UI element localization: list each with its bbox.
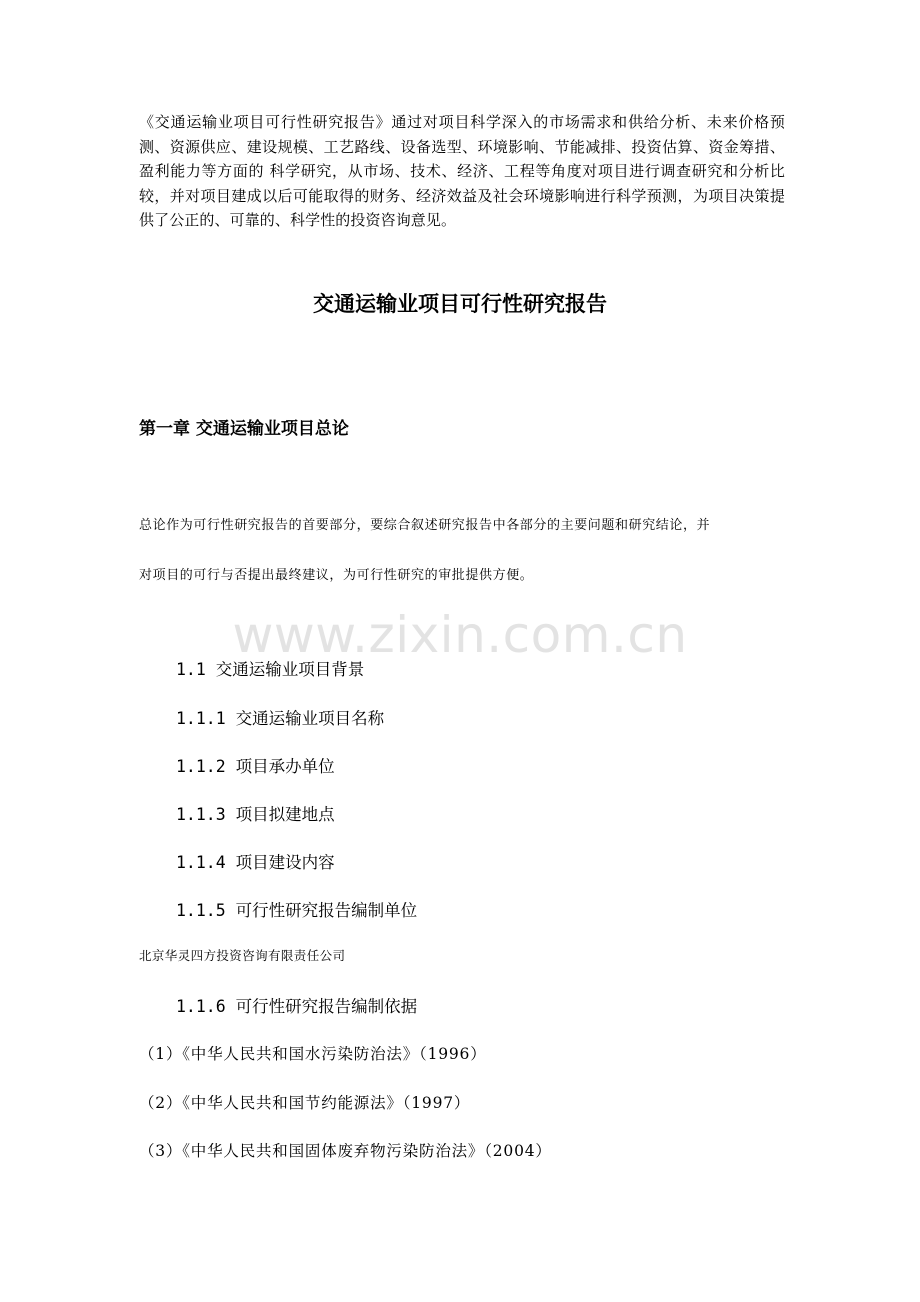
toc-item bbox=[176, 656, 364, 680]
toc-number: 1.1.6 bbox=[176, 997, 226, 1016]
law-reference: （2）《中华人民共和国节约能源法》（1997） bbox=[139, 1094, 471, 1112]
toc-item bbox=[176, 897, 417, 921]
organization-name: 北京华灵四方投资咨询有限责任公司 bbox=[139, 948, 346, 963]
toc-title: 项目拟建地点 bbox=[235, 805, 335, 824]
toc-title: 可行性研究报告编制依据 bbox=[235, 997, 418, 1016]
watermark: www.zixin.com.cn bbox=[232, 606, 688, 664]
toc-number: 1.1.1 bbox=[176, 709, 226, 728]
toc-number: 1.1 bbox=[176, 660, 206, 679]
toc-title: 项目承办单位 bbox=[235, 757, 335, 776]
law-reference: （1）《中华人民共和国水污染防治法》（1996） bbox=[139, 1045, 487, 1063]
toc-title: 可行性研究报告编制单位 bbox=[235, 901, 418, 920]
summary-line-2: 对项目的可行与否提出最终建议，为可行性研究的审批提供方便。 bbox=[139, 568, 534, 583]
chapter-heading: 第一章 交通运输业项目总论 bbox=[139, 419, 349, 439]
document-title: 交通运输业项目可行性研究报告 bbox=[313, 292, 607, 316]
toc-item bbox=[176, 849, 335, 873]
toc-item bbox=[176, 705, 384, 729]
toc-item bbox=[176, 801, 335, 825]
toc-number: 1.1.3 bbox=[176, 805, 226, 824]
toc-number: 1.1.5 bbox=[176, 901, 226, 920]
toc-number: 1.1.2 bbox=[176, 757, 226, 776]
toc-number: 1.1.4 bbox=[176, 853, 226, 872]
toc-title: 交通运输业项目名称 bbox=[235, 709, 385, 728]
intro-paragraph: 《交通运输业项目可行性研究报告》通过对项目科学深入的市场需求和供给分析、未来价格预测、资源供应、建设规模、工艺路线、设备选型、环境影响、节能减排、投资估算、资金筹措、盈利能力等方面的 科学研究，从市场、技术、经济、工程等角度对项目进行调查研究和分析比较，并对项目建成以后可能取得的财务、经济效益及社会环境影响进行科学预测，为项目决策提供了公正的、可靠的、科学性的投资咨询意见。 bbox=[139, 113, 785, 229]
toc-item bbox=[176, 753, 335, 777]
law-reference: （3）《中华人民共和国固体废弃物污染防治法》（2004） bbox=[139, 1142, 552, 1160]
toc-title: 交通运输业项目背景 bbox=[215, 660, 365, 679]
toc-title: 项目建设内容 bbox=[235, 853, 335, 872]
summary-line-1: 总论作为可行性研究报告的首要部分，要综合叙述研究报告中各部分的主要问题和研究结论，并 bbox=[139, 518, 711, 533]
toc-item bbox=[176, 993, 417, 1017]
